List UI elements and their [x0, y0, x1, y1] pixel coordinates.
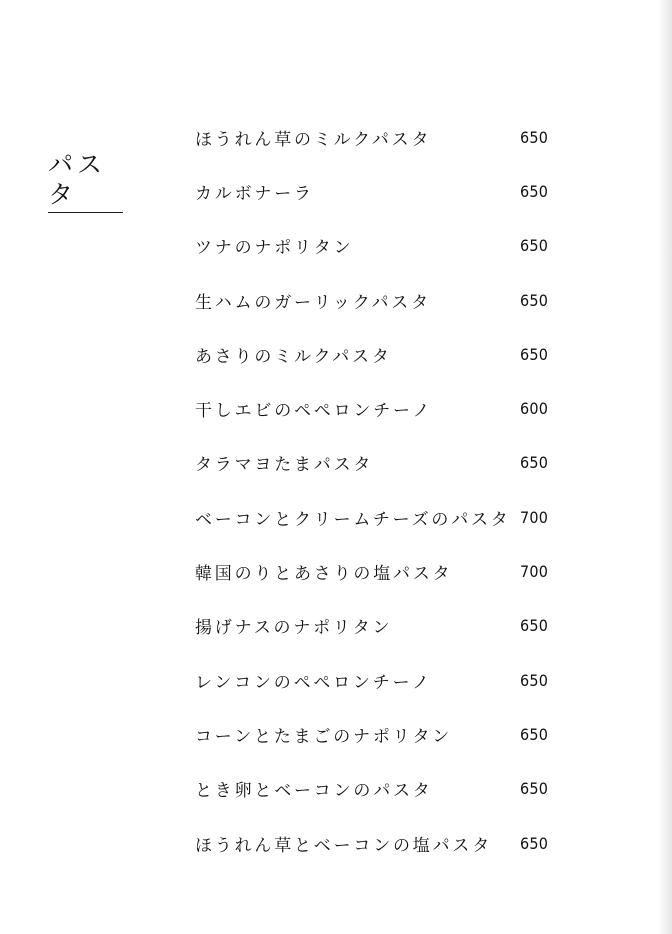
menu-item-price: 650: [520, 290, 549, 310]
menu-item-name: レンコンのペペロンチーノ: [195, 672, 432, 693]
menu-item: [195, 273, 575, 327]
menu-item-name: とき卵とベーコンのパスタ: [195, 781, 433, 802]
menu-item-name: コーンとたまごのナポリタン: [195, 726, 453, 747]
menu-item-name: ほうれん草とベーコンの塩パスタ: [195, 835, 492, 856]
menu-item-name: 生ハムのガーリックパスタ: [195, 292, 431, 313]
menu-item-name: ツナのナポリタン: [195, 238, 354, 259]
menu-item-name: ほうれん草のミルクパスタ: [195, 129, 432, 150]
menu-item: [195, 381, 575, 435]
menu-item: [195, 219, 575, 273]
menu-item-name: カルボナーラ: [195, 183, 314, 204]
menu-item: [195, 110, 575, 164]
menu-item-name: 干しエビのペペロンチーノ: [195, 401, 433, 422]
menu-item-price: 650: [520, 181, 549, 201]
menu-item-price: 650: [520, 616, 549, 636]
menu-item: [195, 327, 575, 381]
menu-item-name: あさりのミルクパスタ: [195, 346, 392, 367]
menu-item: [195, 762, 575, 816]
menu-item-price: 650: [520, 833, 549, 853]
menu-item-name: ベーコンとクリームチーズのパスタ: [195, 509, 511, 530]
menu-item-price: 700: [520, 507, 549, 527]
menu-item-price: 650: [520, 453, 549, 473]
menu-item-price: 600: [520, 399, 549, 419]
section-title: パスタ: [48, 150, 123, 213]
menu-item-price: 650: [520, 670, 549, 690]
menu-item-name: 韓国のりとあさりの塩パスタ: [195, 564, 453, 585]
menu-item-name: タラマヨたまパスタ: [195, 455, 374, 476]
menu-item: [195, 490, 575, 544]
menu-item: [195, 707, 575, 761]
menu-item: [195, 164, 575, 218]
menu-item-price: 650: [520, 127, 549, 147]
page-edge-shadow: [658, 0, 672, 934]
menu-item-price: 650: [520, 344, 549, 364]
menu-item-price: 650: [520, 236, 549, 256]
menu-item-name: 揚げナスのナポリタン: [195, 618, 393, 639]
menu-item-price: 650: [520, 779, 549, 799]
menu-list: [195, 110, 575, 870]
menu-item: [195, 599, 575, 653]
menu-item-price: 650: [520, 724, 549, 744]
menu-item: [195, 436, 575, 490]
menu-item-price: 700: [520, 562, 549, 582]
menu-item: [195, 816, 575, 870]
menu-item: [195, 653, 575, 707]
menu-item: [195, 544, 575, 598]
